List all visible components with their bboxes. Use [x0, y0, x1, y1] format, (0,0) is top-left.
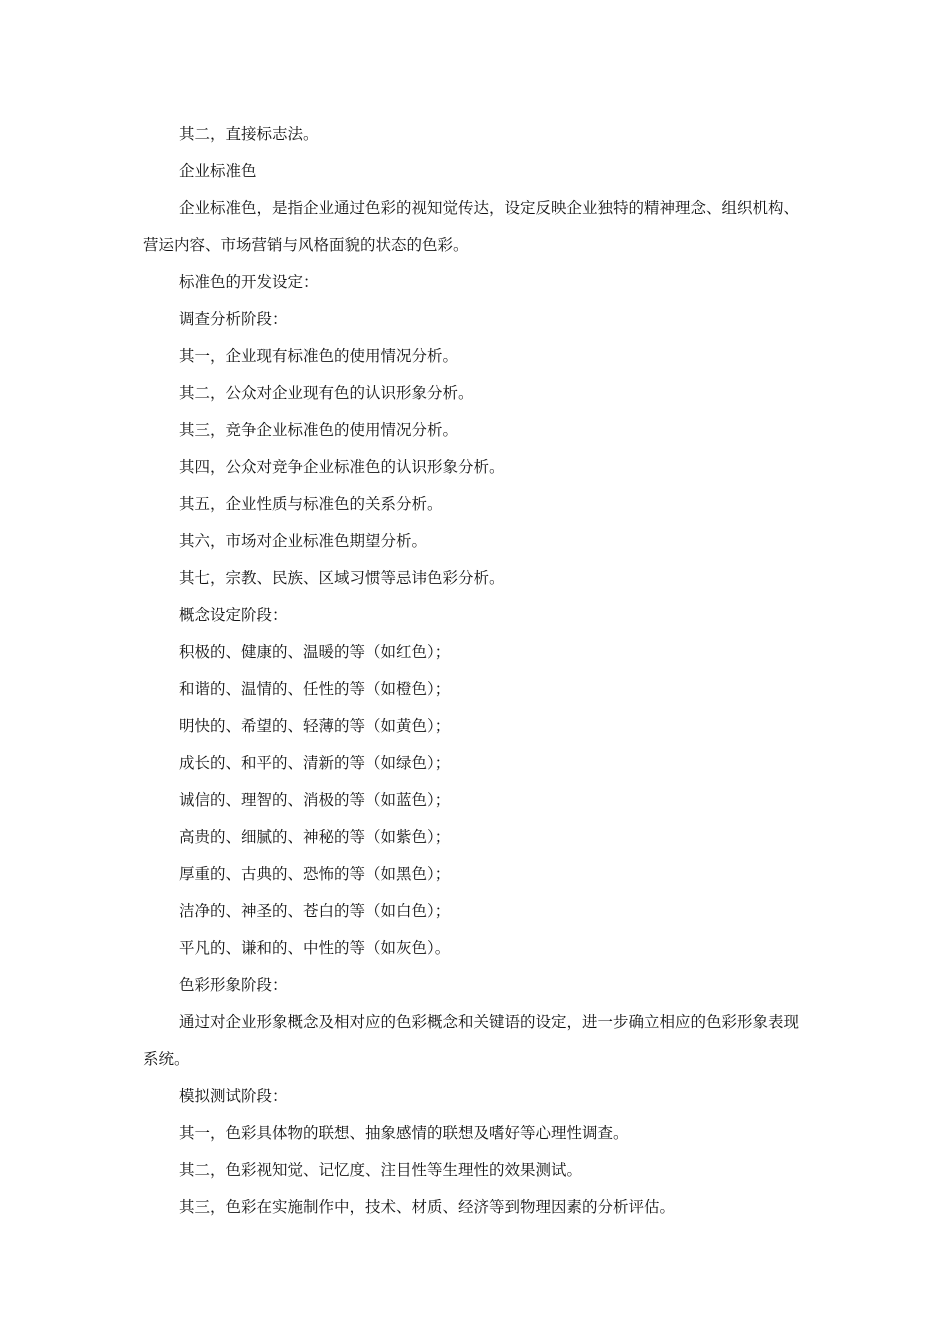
heading-color-image-stage: 色彩形象阶段：	[179, 976, 288, 994]
heading-concept-setting-stage: 概念设定阶段：	[179, 606, 288, 624]
list-item: 和谐的、温情的、任性的等（如橙色）；	[179, 680, 451, 698]
heading-simulation-test-stage: 模拟测试阶段：	[179, 1087, 288, 1105]
paragraph-color-image-system: 通过对企业形象概念及相对应的色彩概念和关键语的设定，进一步确立相应的色彩形象表现系统。	[143, 1013, 800, 1068]
list-item: 洁净的、神圣的、苍白的等（如白色）；	[179, 902, 451, 920]
heading-standard-color-development: 标准色的开发设定：	[179, 273, 319, 291]
list-item: 其三，竞争企业标准色的使用情况分析。	[179, 421, 459, 439]
list-item: 其二，公众对企业现有色的认识形象分析。	[179, 384, 474, 402]
document-body	[143, 116, 813, 1226]
list-item: 其一，企业现有标准色的使用情况分析。	[179, 347, 459, 365]
list-item: 其四，公众对竞争企业标准色的认识形象分析。	[179, 458, 505, 476]
list-item: 平凡的、谦和的、中性的等（如灰色）。	[179, 939, 451, 957]
list-item: 其一，色彩具体物的联想、抽象感情的联想及嗜好等心理性调查。	[179, 1124, 629, 1142]
list-item: 其三，色彩在实施制作中，技术、材质、经济等到物理因素的分析评估。	[179, 1198, 676, 1216]
list-item: 其五，企业性质与标准色的关系分析。	[179, 495, 443, 513]
list-item: 其七，宗教、民族、区域习惯等忌讳色彩分析。	[179, 569, 505, 587]
paragraph-direct-mark-method: 其二，直接标志法。	[179, 125, 319, 143]
list-item: 明快的、希望的、轻薄的等（如黄色）；	[179, 717, 451, 735]
heading-corporate-standard-color: 企业标准色	[179, 162, 257, 180]
list-item: 成长的、和平的、清新的等（如绿色）；	[179, 754, 451, 772]
list-item: 其六，市场对企业标准色期望分析。	[179, 532, 428, 550]
list-item: 诚信的、理智的、消极的等（如蓝色）；	[179, 791, 451, 809]
paragraph-standard-color-definition: 企业标准色，是指企业通过色彩的视知觉传达，设定反映企业独特的精神理念、组织机构、营运内容、市场营销与风格面貌的状态的色彩。	[143, 199, 800, 254]
heading-survey-analysis-stage: 调查分析阶段：	[179, 310, 288, 328]
list-item: 积极的、健康的、温暖的等（如红色）；	[179, 643, 451, 661]
list-item: 其二，色彩视知觉、记忆度、注目性等生理性的效果测试。	[179, 1161, 583, 1179]
list-item: 厚重的、古典的、恐怖的等（如黑色）；	[179, 865, 451, 883]
list-item: 高贵的、细腻的、神秘的等（如紫色）；	[179, 828, 451, 846]
